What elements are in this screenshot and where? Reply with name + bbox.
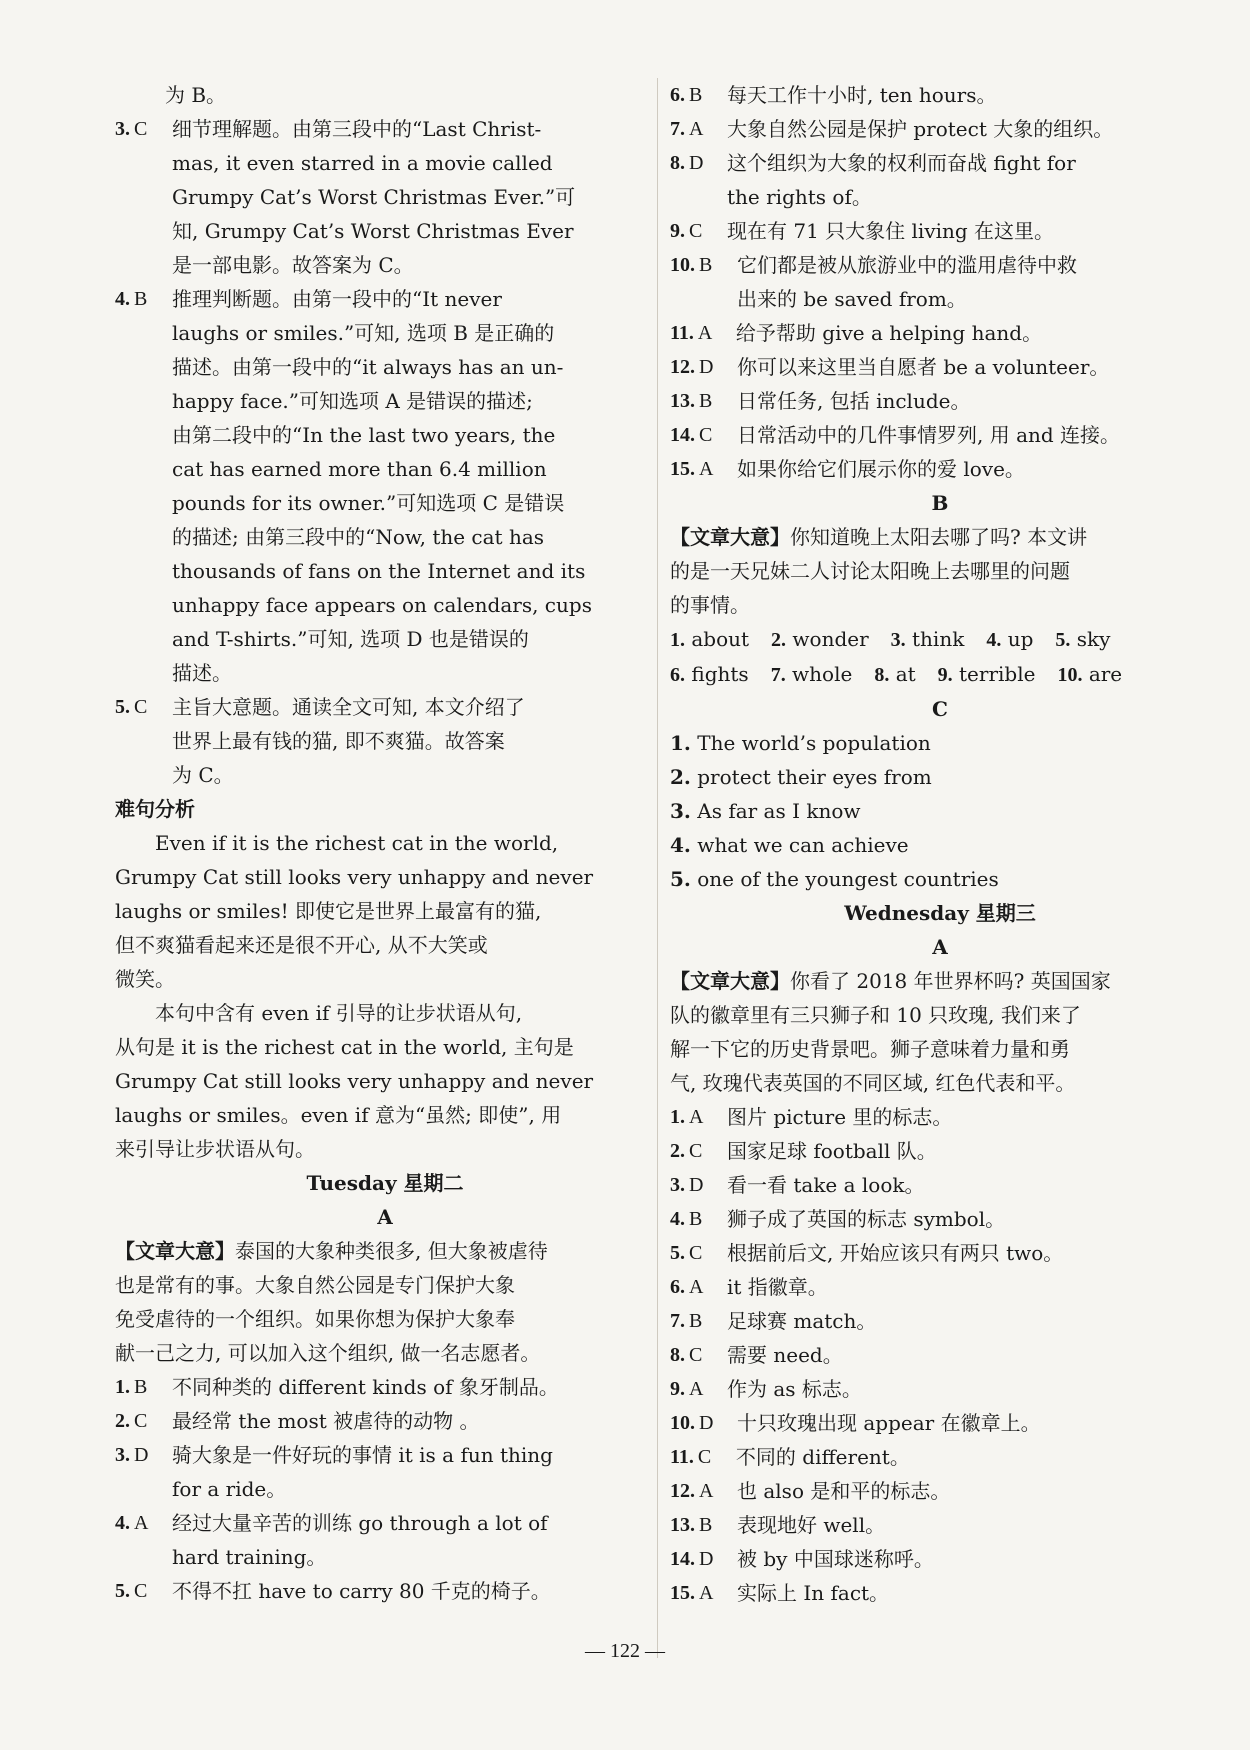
- item-explanation: [737, 1508, 1210, 1542]
- item-number: 12.: [670, 1480, 695, 1502]
- text-line: 经过大量辛苦的训练 go through a lot of: [172, 1511, 548, 1535]
- text-line: for a ride。: [172, 1477, 287, 1501]
- text-line: 十只玫瑰出现 appear 在徽章上。: [737, 1411, 1041, 1435]
- answer-item: [670, 1202, 1210, 1236]
- answer-item: [670, 1134, 1210, 1168]
- item-explanation: [737, 350, 1210, 384]
- item-answer: C: [134, 1580, 148, 1602]
- item-number: 2.: [670, 1140, 685, 1162]
- sentence-answer: [670, 828, 1210, 862]
- text-line: 从句是 it is the richest cat in the world, 主句是: [115, 1035, 574, 1059]
- item-explanation: [172, 690, 655, 792]
- wednesday-answer-list: [670, 1100, 1210, 1610]
- blank-number: 9.: [937, 664, 953, 686]
- left-column: [115, 78, 655, 1608]
- item-explanation: [737, 452, 1210, 486]
- item-answer: C: [689, 1242, 703, 1264]
- answer-item: [115, 1506, 655, 1574]
- item-answer: D: [134, 1444, 149, 1466]
- text-line: 的是一天兄妹二人讨论太阳晚上去哪里的问题: [670, 559, 1070, 583]
- item-explanation: [727, 1270, 1210, 1304]
- text-line: 它们都是被从旅游业中的滥用虐待中救: [737, 253, 1077, 277]
- text-line: 来引导让步状语从句。: [115, 1137, 315, 1161]
- text-line: 作为 as 标志。: [727, 1377, 862, 1401]
- item-explanation: [736, 1440, 1210, 1474]
- blank-word: whole: [792, 662, 853, 686]
- text-line: 但不爽猫看起来还是很不开心, 从不大笑或: [115, 933, 488, 957]
- text-line: 不同种类的 different kinds of 象牙制品。: [172, 1375, 559, 1399]
- text-line: 狮子成了英国的标志 symbol。: [727, 1207, 1006, 1231]
- text-line: 给予帮助 give a helping hand。: [735, 321, 1043, 345]
- item-number: 14.: [670, 424, 695, 446]
- item-answer: D: [689, 152, 704, 174]
- text-line: 世界上最有钱的猫, 即不爽猫。故答案: [172, 729, 505, 753]
- item-number: 7.: [670, 118, 685, 140]
- answer-item: [670, 1576, 1210, 1610]
- item-number: 5.: [670, 1242, 685, 1264]
- text-line: 献一己之力, 可以加入这个组织, 做一名志愿者。: [115, 1341, 541, 1365]
- item-number: 5.: [670, 867, 691, 891]
- blank-number: 1.: [670, 629, 685, 651]
- item-explanation: [727, 1304, 1210, 1338]
- text-line: 你看了 2018 年世界杯吗? 英国国家: [790, 969, 1111, 993]
- text-line: 国家足球 football 队。: [727, 1139, 937, 1163]
- blank-word: up: [1007, 627, 1034, 651]
- item-number: 9.: [670, 220, 685, 242]
- item-number: 3.: [115, 118, 130, 140]
- text-line: 描述。: [172, 661, 232, 685]
- blank-number: 2.: [771, 629, 787, 651]
- continued-line: 为 B。: [165, 83, 227, 107]
- item-explanation: [727, 1134, 1210, 1168]
- text-line: 被 by 中国球迷称呼。: [737, 1547, 934, 1571]
- text-line: 你知道晚上太阳去哪了吗? 本文讲: [790, 525, 1088, 549]
- answer-item: [670, 112, 1210, 146]
- text-line: 的事情。: [670, 593, 750, 617]
- analysis-heading: 难句分析: [115, 797, 195, 821]
- item-number: 8.: [670, 1344, 685, 1366]
- section-heading: A: [377, 1205, 393, 1229]
- answer-item: [670, 350, 1210, 384]
- item-answer: C: [689, 220, 703, 242]
- text-line: 足球赛 match。: [727, 1309, 877, 1333]
- item-answer: C: [689, 1140, 703, 1162]
- text-line: 日常活动中的几件事情罗列, 用 and 连接。: [737, 423, 1121, 447]
- item-number: 1.: [670, 1106, 685, 1128]
- text-line: 的描述; 由第三段中的“Now, the cat has: [172, 525, 545, 549]
- blank-word: think: [912, 627, 965, 651]
- item-explanation: [736, 316, 1210, 350]
- item-number: 2.: [670, 765, 691, 789]
- answer-item: [670, 384, 1210, 418]
- answer-item: [670, 214, 1210, 248]
- text-line: 也是常有的事。大象自然公园是专门保护大象: [115, 1273, 515, 1297]
- text-line: 解一下它的历史背景吧。狮子意味着力量和勇: [670, 1037, 1070, 1061]
- item-number: 5.: [115, 696, 130, 718]
- blank-word: at: [895, 662, 916, 686]
- blank-word: are: [1088, 662, 1123, 686]
- answer-item: [670, 1304, 1210, 1338]
- item-explanation: [737, 248, 1210, 316]
- text-line: 这个组织为大象的权利而奋战 fight for: [727, 151, 1076, 175]
- blank-answers-row: [670, 657, 1210, 692]
- item-number: 3.: [115, 1444, 130, 1466]
- item-answer: B: [134, 288, 148, 310]
- text-line: 看一看 take a look。: [727, 1173, 925, 1197]
- item-number: 15.: [670, 1582, 695, 1604]
- answer-text: protect their eyes from: [697, 765, 932, 789]
- text-line: 不得不扛 have to carry 80 千克的椅子。: [172, 1579, 551, 1603]
- item-answer: C: [134, 118, 148, 140]
- item-number: 12.: [670, 356, 695, 378]
- item-number: 1.: [670, 731, 691, 755]
- item-explanation: [727, 1168, 1210, 1202]
- item-answer: A: [697, 322, 713, 344]
- item-answer: D: [699, 1412, 714, 1434]
- item-explanation: [727, 112, 1210, 146]
- text-line: mas, it even starred in a movie called: [172, 151, 553, 175]
- blank-answer: [670, 622, 749, 657]
- item-explanation: [172, 1404, 655, 1438]
- item-number: 13.: [670, 1514, 695, 1536]
- item-answer: C: [134, 696, 148, 718]
- text-line: 出来的 be saved from。: [737, 287, 967, 311]
- item-answer: D: [699, 1548, 714, 1570]
- answer-item: [670, 1508, 1210, 1542]
- item-answer: A: [689, 1276, 704, 1298]
- text-line: 最经常 the most 被虐待的动物 。: [172, 1409, 480, 1433]
- text-line: 实际上 In fact。: [737, 1581, 890, 1605]
- item-number: 7.: [670, 1310, 685, 1332]
- answer-text: what we can achieve: [697, 833, 909, 857]
- text-line: it 指徽章。: [727, 1275, 828, 1299]
- text-line: thousands of fans on the Internet and its: [172, 559, 586, 583]
- answer-item: [115, 282, 655, 690]
- answer-item: [670, 452, 1210, 486]
- section-heading: B: [931, 491, 949, 515]
- blank-number: 6.: [670, 664, 685, 686]
- article-gist: [670, 964, 1210, 1100]
- blank-answer: [891, 622, 965, 657]
- item-answer: C: [697, 1446, 712, 1468]
- blank-number: 3.: [890, 629, 906, 651]
- blank-word: fights: [691, 662, 749, 686]
- item-number: 1.: [115, 1376, 130, 1398]
- item-number: 13.: [670, 390, 695, 412]
- blank-answer: [1057, 657, 1122, 692]
- blank-answer: [874, 657, 915, 692]
- answer-item: [115, 690, 655, 792]
- answer-item: [670, 1440, 1210, 1474]
- blank-answer: [1055, 622, 1110, 657]
- text-line: 不同的 different。: [735, 1445, 910, 1469]
- text-line: 微笑。: [115, 967, 175, 991]
- answer-item: [670, 1100, 1210, 1134]
- text-line: 是一部电影。故答案为 C。: [172, 253, 414, 277]
- answer-item: [670, 78, 1210, 112]
- item-answer: C: [134, 1410, 148, 1432]
- text-line: 需要 need。: [727, 1343, 843, 1367]
- item-explanation: [172, 1370, 655, 1404]
- text-line: 由第二段中的“In the last two years, the: [172, 423, 556, 447]
- item-explanation: [172, 1574, 655, 1608]
- item-answer: C: [699, 424, 713, 446]
- blank-number: 10.: [1057, 664, 1083, 686]
- section-heading: C: [932, 697, 948, 721]
- item-answer: B: [689, 1208, 703, 1230]
- item-number: 4.: [670, 1208, 685, 1230]
- item-answer: B: [699, 390, 713, 412]
- item-answer: B: [689, 84, 703, 106]
- blank-answer: [938, 657, 1036, 692]
- gist-tag: 【文章大意】: [670, 525, 790, 549]
- item-explanation: [737, 418, 1210, 452]
- answer-item: [670, 1542, 1210, 1576]
- item-number: 5.: [115, 1580, 130, 1602]
- article-gist: [670, 520, 1210, 622]
- answer-text: As far as I know: [697, 799, 861, 823]
- item-explanation: [727, 214, 1210, 248]
- text-line: 细节理解题。由第三段中的“Last Christ-: [172, 117, 542, 141]
- text-line: happy face.”可知选项 A 是错误的描述;: [172, 389, 533, 413]
- day-heading: Wednesday 星期三: [844, 901, 1036, 925]
- text-line: 主旨大意题。通读全文可知, 本文介绍了: [172, 695, 525, 719]
- blank-word: about: [691, 627, 750, 651]
- page-number: — 122 —: [585, 1640, 665, 1662]
- item-explanation: [727, 78, 1210, 112]
- text-line: 每天工作十小时, ten hours。: [727, 83, 997, 107]
- analysis-paragraph: [115, 826, 655, 996]
- article-gist: [115, 1234, 655, 1370]
- text-line: laughs or smiles! 即使它是世界上最富有的猫,: [115, 899, 542, 923]
- text-line: 泰国的大象种类很多, 但大象被虐待: [235, 1239, 548, 1263]
- blank-number: 5.: [1055, 629, 1071, 651]
- item-explanation: [727, 1236, 1210, 1270]
- answer-item: [670, 418, 1210, 452]
- sentence-answer: [670, 794, 1210, 828]
- text-line: 描述。由第一段中的“it always has an un-: [172, 355, 564, 379]
- item-answer: A: [689, 1106, 704, 1128]
- answer-text: one of the youngest countries: [697, 867, 999, 891]
- text-line: Grumpy Cat’s Worst Christmas Ever.”可: [172, 185, 576, 209]
- answer-item: [115, 1438, 655, 1506]
- answer-item: [670, 1406, 1210, 1440]
- item-answer: D: [689, 1174, 704, 1196]
- item-explanation: [737, 384, 1210, 418]
- gist-tag: 【文章大意】: [115, 1239, 235, 1263]
- text-line: 日常任务, 包括 include。: [737, 389, 971, 413]
- day-heading: Tuesday 星期二: [306, 1171, 464, 1195]
- answer-item: [670, 1168, 1210, 1202]
- item-explanation: [172, 1438, 655, 1506]
- answer-item: [115, 112, 655, 282]
- text-line: hard training。: [172, 1545, 327, 1569]
- answer-item: [670, 316, 1210, 350]
- analysis-paragraph: [115, 996, 655, 1166]
- answer-text: The world’s population: [697, 731, 931, 755]
- text-line: 为 C。: [172, 763, 234, 787]
- blank-word: wonder: [792, 627, 869, 651]
- text-line: the rights of。: [727, 185, 872, 209]
- text-line: Grumpy Cat still looks very unhappy and never: [115, 865, 594, 889]
- text-line: 大象自然公园是保护 protect 大象的组织。: [727, 117, 1114, 141]
- text-line: 气, 玫瑰代表英国的不同区域, 红色代表和平。: [670, 1071, 1076, 1095]
- text-line: 表现地好 well。: [737, 1513, 886, 1537]
- text-line: 根据前后文, 开始应该只有两只 two。: [727, 1241, 1064, 1265]
- text-line: and T-shirts.”可知, 选项 D 也是错误的: [172, 627, 529, 651]
- item-number: 9.: [670, 1378, 685, 1400]
- item-explanation: [737, 1542, 1210, 1576]
- blank-answer: [771, 657, 853, 692]
- item-number: 3.: [670, 799, 691, 823]
- answer-item: [670, 146, 1210, 214]
- item-number: 2.: [115, 1410, 130, 1432]
- item-number: 6.: [670, 1276, 685, 1298]
- item-number: 11.: [670, 322, 694, 344]
- sentence-answer: [670, 760, 1210, 794]
- item-answer: B: [699, 1514, 713, 1536]
- item-explanation: [172, 282, 655, 690]
- text-line: laughs or smiles。even if 意为“虽然; 即使”, 用: [115, 1103, 562, 1127]
- item-number: 4.: [115, 288, 130, 310]
- item-answer: A: [689, 1378, 704, 1400]
- answer-item: [115, 1370, 655, 1404]
- answer-item: [670, 1474, 1210, 1508]
- text-line: 现在有 71 只大象住 living 在这里。: [727, 219, 1055, 243]
- item-answer: C: [689, 1344, 703, 1366]
- blank-number: 4.: [986, 629, 1002, 651]
- item-explanation: [727, 1202, 1210, 1236]
- item-number: 15.: [670, 458, 695, 480]
- blank-number: 8.: [874, 664, 890, 686]
- item-answer: A: [689, 118, 704, 140]
- text-line: 免受虐待的一个组织。如果你想为保护大象奉: [115, 1307, 515, 1331]
- text-line: unhappy face appears on calendars, cups: [172, 593, 592, 617]
- item-answer: B: [689, 1310, 703, 1332]
- item-explanation: [727, 1338, 1210, 1372]
- item-answer: B: [699, 254, 713, 276]
- column-divider: [657, 78, 658, 1658]
- sentence-answer: [670, 726, 1210, 760]
- text-line: pounds for its owner.”可知选项 C 是错误: [172, 491, 565, 515]
- item-number: 3.: [670, 1174, 685, 1196]
- answer-item: [670, 1372, 1210, 1406]
- text-line: 知, Grumpy Cat’s Worst Christmas Ever: [172, 219, 574, 243]
- sentence-answer: [670, 862, 1210, 896]
- text-line: 也 also 是和平的标志。: [737, 1479, 951, 1503]
- text-line: 你可以来这里当自愿者 be a volunteer。: [737, 355, 1110, 379]
- blank-word: sky: [1076, 627, 1111, 651]
- gist-tag: 【文章大意】: [670, 969, 790, 993]
- item-answer: A: [699, 458, 714, 480]
- item-explanation: [737, 1406, 1210, 1440]
- item-number: 10.: [670, 254, 695, 276]
- item-explanation: [737, 1576, 1210, 1610]
- item-answer: A: [699, 1582, 714, 1604]
- blank-word: terrible: [959, 662, 1036, 686]
- text-line: 推理判断题。由第一段中的“It never: [172, 287, 502, 311]
- item-explanation: [172, 1506, 655, 1574]
- blank-answer: [771, 622, 869, 657]
- item-answer: A: [134, 1512, 149, 1534]
- item-number: 10.: [670, 1412, 695, 1434]
- section-heading: A: [932, 935, 948, 959]
- text-line: 队的徽章里有三只狮子和 10 只玫瑰, 我们来了: [670, 1003, 1081, 1027]
- blank-answer: [670, 657, 749, 692]
- answer-item: [115, 1404, 655, 1438]
- text-line: laughs or smiles.”可知, 选项 B 是正确的: [172, 321, 555, 345]
- item-answer: B: [134, 1376, 148, 1398]
- text-line: 图片 picture 里的标志。: [727, 1105, 953, 1129]
- item-answer: D: [699, 356, 714, 378]
- item-explanation: [172, 112, 655, 282]
- item-explanation: [737, 1474, 1210, 1508]
- item-number: 8.: [670, 152, 685, 174]
- answer-item: [670, 1236, 1210, 1270]
- answer-item: [115, 1574, 655, 1608]
- text-line: cat has earned more than 6.4 million: [172, 457, 547, 481]
- item-number: 11.: [670, 1446, 694, 1468]
- item-number: 14.: [670, 1548, 695, 1570]
- item-answer: A: [699, 1480, 714, 1502]
- item-number: 6.: [670, 84, 685, 106]
- item-number: 4.: [670, 833, 691, 857]
- item-explanation: [727, 146, 1210, 214]
- item-number: 4.: [115, 1512, 130, 1534]
- text-line: 如果你给它们展示你的爱 love。: [737, 457, 1025, 481]
- answer-item: [670, 1338, 1210, 1372]
- text-line: Grumpy Cat still looks very unhappy and never: [115, 1069, 594, 1093]
- text-line: 本句中含有 even if 引导的让步状语从句,: [155, 1001, 523, 1025]
- blank-number: 7.: [770, 664, 786, 686]
- item-explanation: [727, 1372, 1210, 1406]
- right-column: [670, 78, 1210, 1610]
- text-line: 骑大象是一件好玩的事情 it is a fun thing: [172, 1443, 553, 1467]
- blank-answers-row: [670, 622, 1210, 657]
- text-line: Even if it is the richest cat in the world,: [155, 831, 559, 855]
- blank-answer: [986, 622, 1033, 657]
- answer-item: [670, 248, 1210, 316]
- item-explanation: [727, 1100, 1210, 1134]
- answer-item: [670, 1270, 1210, 1304]
